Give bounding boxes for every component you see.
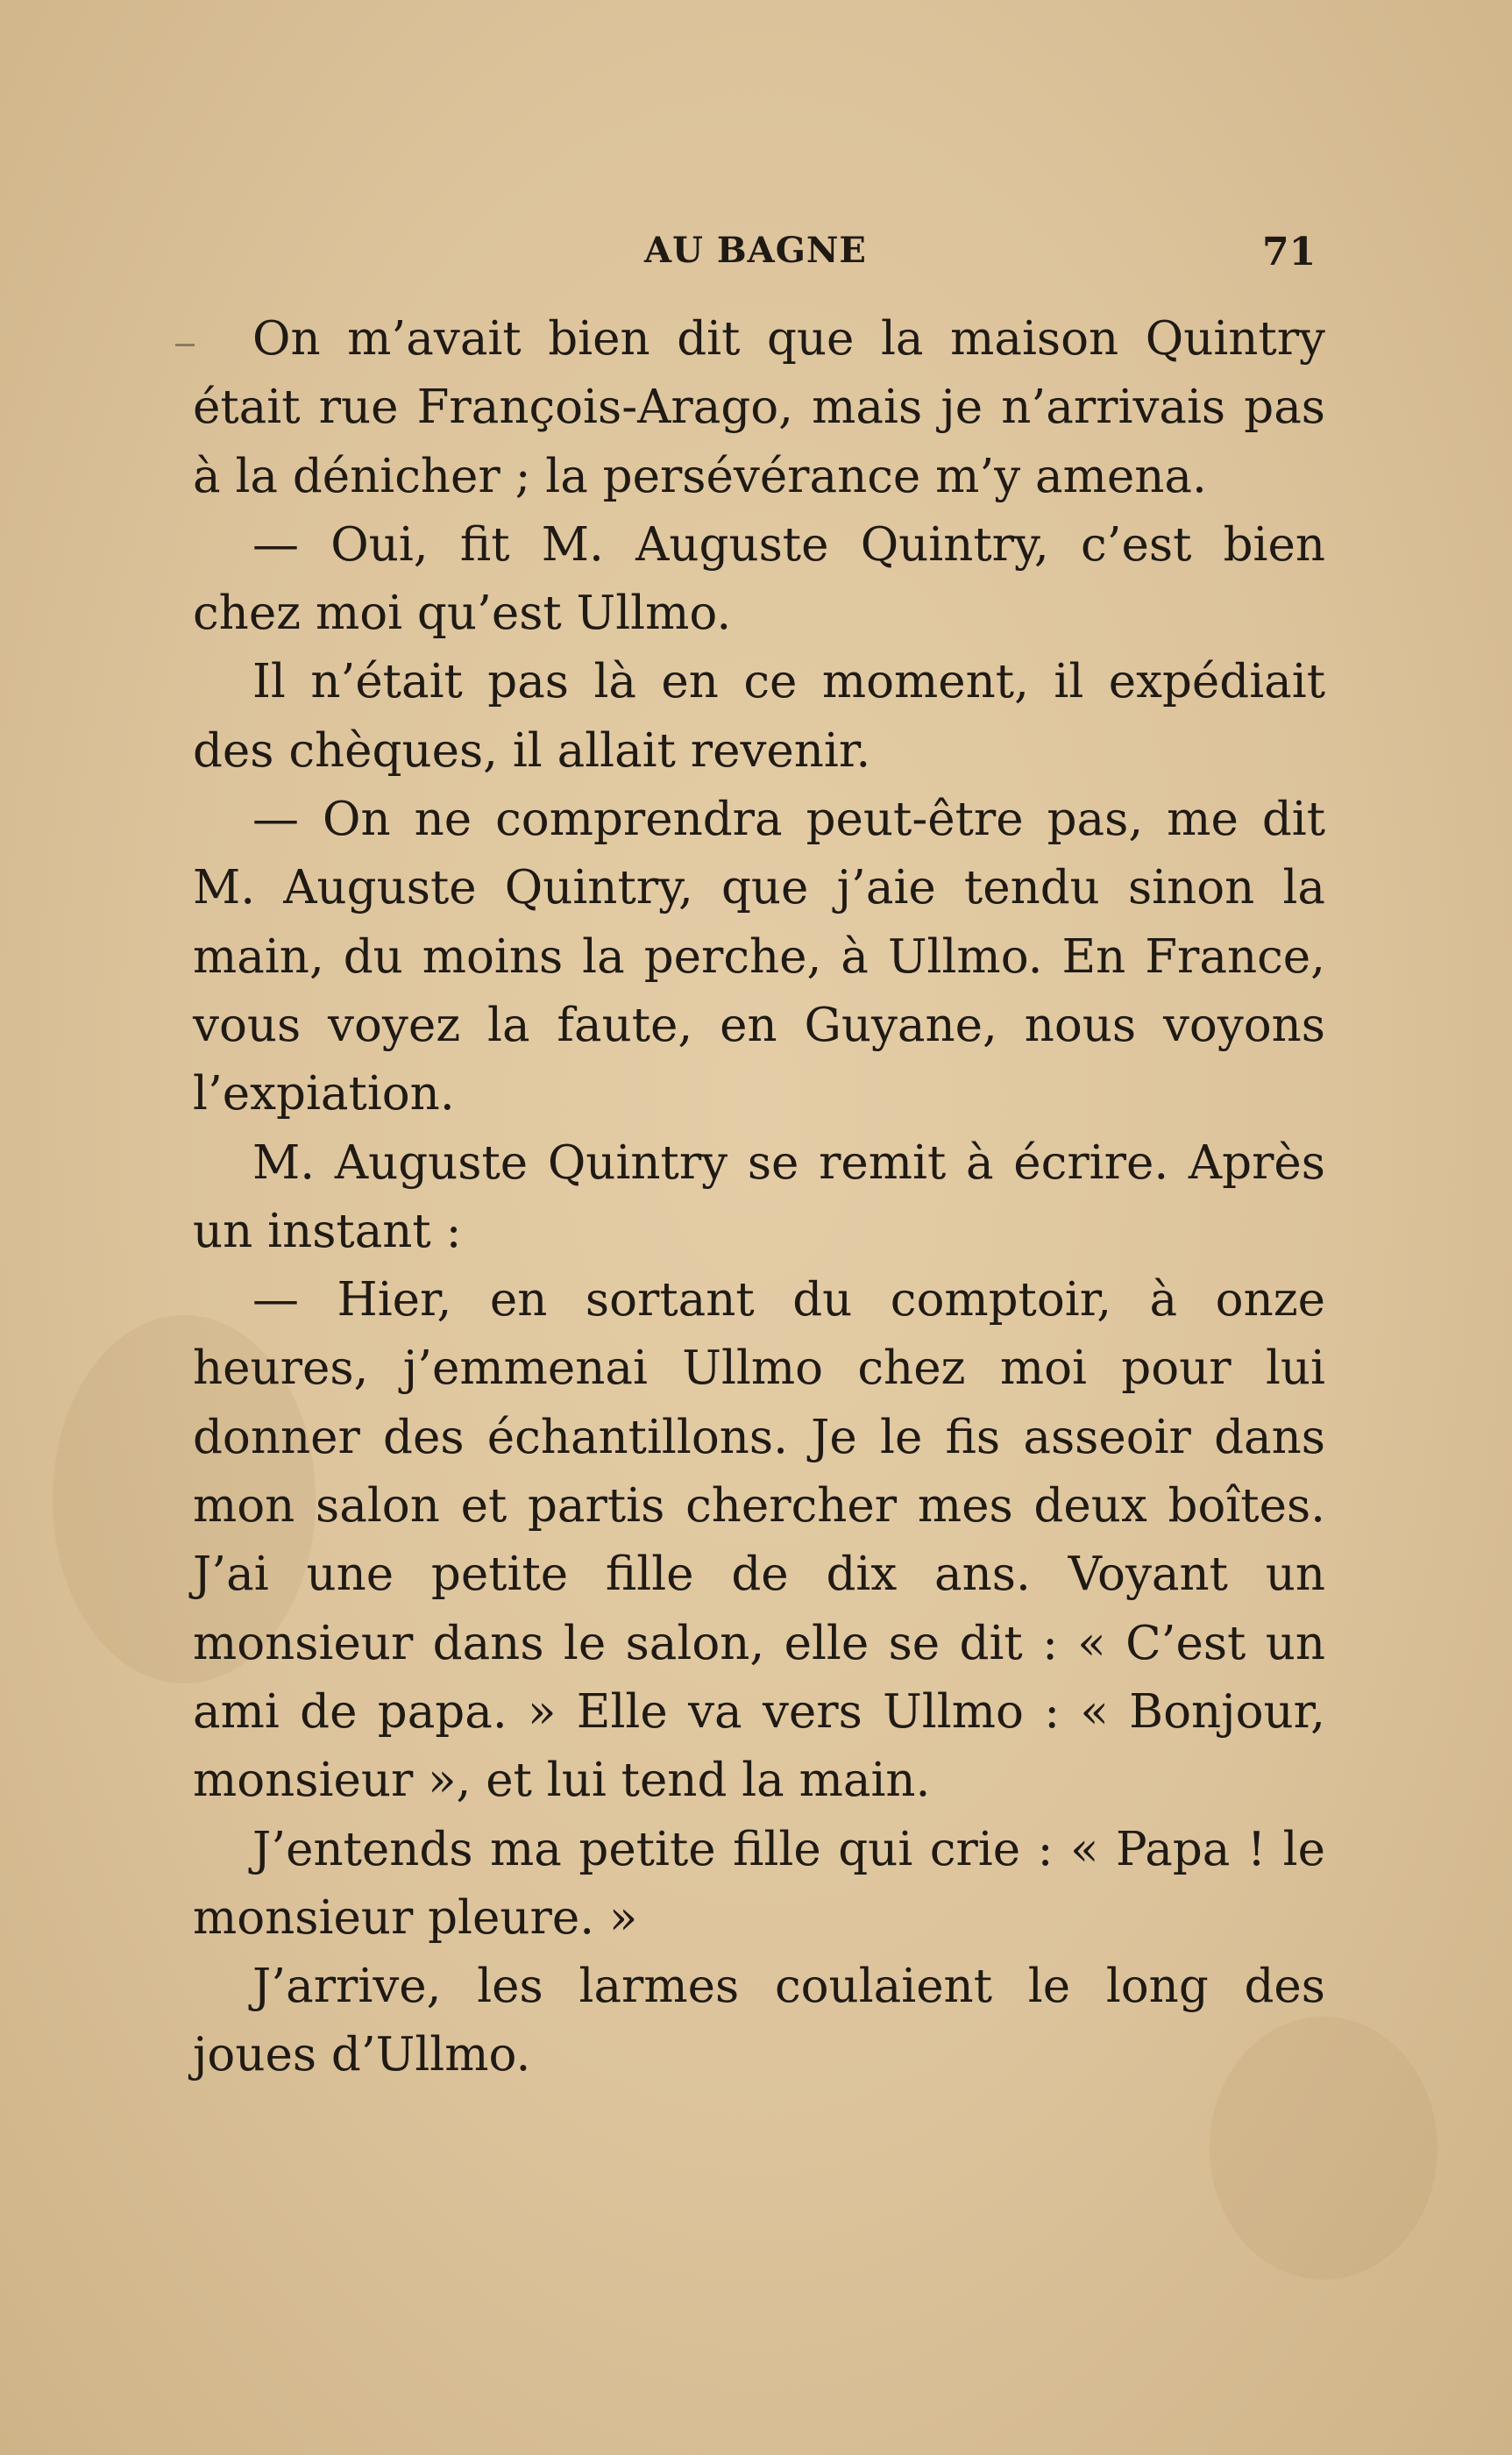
paragraph: Il n’était pas là en ce moment, il expédiait des chèques, il allait revenir.: [193, 655, 1325, 778]
running-head: AU BAGNE: [644, 230, 867, 271]
paragraph: — Oui, fit M. Auguste Quintry, c’est bien chez moi qu’est Ullmo.: [193, 517, 1325, 641]
paragraph: — On ne comprendra peut-être pas, me dit M. Auguste Quintry, que j’aie tendu sinon la main, du moins la perche, à Ullmo. En France, vous voyez la faute, en Guyane, nous voyons l’expiation.: [193, 793, 1325, 1121]
paragraph: On m’avait bien dit que la maison Quintry était rue François-Arago, mais je n’arrivais pas à la dénicher ; la persévérance m’y amena.: [193, 312, 1325, 503]
body-text: [193, 305, 1325, 2090]
paragraph: J’entends ma petite fille qui crie : « Papa ! le monsieur pleure. »: [193, 1822, 1325, 1945]
page-number: 71: [1262, 230, 1317, 274]
paragraph: — Hier, en sortant du comptoir, à onze heures, j’emmenai Ullmo chez moi pour lui donner des échantillons. Je le fis asseoir dans mon salon et partis chercher mes deux boîtes. J’ai une petite fille de dix ans. Voyant un monsieur dans le salon, elle se dit : « C’est un ami de papa. » Elle va vers Ullmo : « Bonjour, monsieur », et lui tend la main.: [193, 1273, 1325, 1808]
paragraph: J’arrive, les larmes coulaient le long des joues d’Ullmo.: [193, 1960, 1325, 2082]
page-header: [0, 230, 1512, 282]
margin-mark: [175, 344, 195, 346]
paragraph: M. Auguste Quintry se remit à écrire. Après un instant :: [193, 1135, 1325, 1258]
